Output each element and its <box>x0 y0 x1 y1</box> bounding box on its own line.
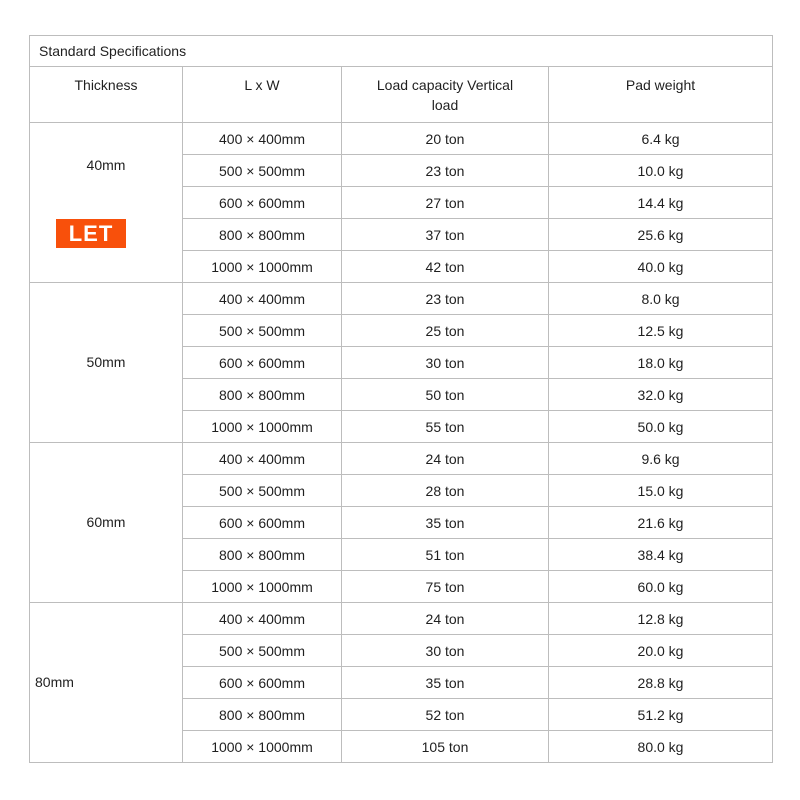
weight-cell: 38.4 kg <box>549 539 773 571</box>
load-cell: 20 ton <box>342 123 549 155</box>
size-cell: 600 × 600mm <box>183 507 342 539</box>
thickness-label: 40mm <box>86 157 126 173</box>
load-cell: 25 ton <box>342 315 549 347</box>
weight-cell: 21.6 kg <box>549 507 773 539</box>
size-cell: 800 × 800mm <box>183 539 342 571</box>
load-cell: 28 ton <box>342 475 549 507</box>
size-cell: 800 × 800mm <box>183 219 342 251</box>
load-capacity-header-text: Load capacity Vertical load <box>376 77 514 113</box>
load-cell: 42 ton <box>342 251 549 283</box>
weight-cell: 10.0 kg <box>549 155 773 187</box>
size-cell: 500 × 500mm <box>183 155 342 187</box>
size-cell: 800 × 800mm <box>183 379 342 411</box>
load-cell: 24 ton <box>342 603 549 635</box>
table-row <box>30 443 773 475</box>
size-cell: 1000 × 1000mm <box>183 251 342 283</box>
weight-cell: 50.0 kg <box>549 411 773 443</box>
size-cell: 800 × 800mm <box>183 699 342 731</box>
table-row <box>30 123 773 155</box>
weight-cell: 15.0 kg <box>549 475 773 507</box>
load-cell: 105 ton <box>342 731 549 763</box>
load-cell: 35 ton <box>342 667 549 699</box>
weight-cell: 8.0 kg <box>549 283 773 315</box>
size-cell: 400 × 400mm <box>183 443 342 475</box>
let-logo-text: LET <box>68 221 114 246</box>
load-cell: 24 ton <box>342 443 549 475</box>
size-cell: 400 × 400mm <box>183 603 342 635</box>
size-cell: 600 × 600mm <box>183 347 342 379</box>
load-cell: 55 ton <box>342 411 549 443</box>
weight-cell: 60.0 kg <box>549 571 773 603</box>
size-cell: 500 × 500mm <box>183 475 342 507</box>
weight-cell: 40.0 kg <box>549 251 773 283</box>
size-cell: 600 × 600mm <box>183 187 342 219</box>
weight-cell: 14.4 kg <box>549 187 773 219</box>
load-cell: 30 ton <box>342 347 549 379</box>
col-header-thickness: Thickness <box>30 67 183 123</box>
load-cell: 27 ton <box>342 187 549 219</box>
weight-cell: 51.2 kg <box>549 699 773 731</box>
weight-cell: 80.0 kg <box>549 731 773 763</box>
size-cell: 400 × 400mm <box>183 123 342 155</box>
thickness-label: 50mm <box>86 354 126 370</box>
weight-cell: 12.5 kg <box>549 315 773 347</box>
size-cell: 500 × 500mm <box>183 315 342 347</box>
col-header-lxw: L x W <box>183 67 342 123</box>
load-cell: 51 ton <box>342 539 549 571</box>
table-title: Standard Specifications <box>30 36 773 67</box>
table-title-row <box>30 36 773 67</box>
thickness-cell-60mm <box>30 443 183 603</box>
load-cell: 30 ton <box>342 635 549 667</box>
thickness-cell-40mm <box>30 123 183 283</box>
spec-table <box>29 35 773 763</box>
load-cell: 35 ton <box>342 507 549 539</box>
thickness-label: 60mm <box>86 514 126 530</box>
weight-cell: 20.0 kg <box>549 635 773 667</box>
weight-cell: 12.8 kg <box>549 603 773 635</box>
table-header-row <box>30 67 773 123</box>
thickness-cell-80mm <box>30 603 183 763</box>
load-cell: 52 ton <box>342 699 549 731</box>
thickness-label: 80mm <box>35 674 74 690</box>
size-cell: 400 × 400mm <box>183 283 342 315</box>
thickness-cell-50mm <box>30 283 183 443</box>
load-cell: 23 ton <box>342 283 549 315</box>
weight-cell: 18.0 kg <box>549 347 773 379</box>
size-cell: 500 × 500mm <box>183 635 342 667</box>
weight-cell: 25.6 kg <box>549 219 773 251</box>
weight-cell: 32.0 kg <box>549 379 773 411</box>
size-cell: 1000 × 1000mm <box>183 411 342 443</box>
col-header-load-capacity <box>342 67 549 123</box>
load-cell: 75 ton <box>342 571 549 603</box>
load-cell: 23 ton <box>342 155 549 187</box>
table-row <box>30 603 773 635</box>
load-cell: 37 ton <box>342 219 549 251</box>
size-cell: 1000 × 1000mm <box>183 731 342 763</box>
table-row <box>30 283 773 315</box>
weight-cell: 6.4 kg <box>549 123 773 155</box>
size-cell: 1000 × 1000mm <box>183 571 342 603</box>
col-header-pad-weight: Pad weight <box>549 67 773 123</box>
load-cell: 50 ton <box>342 379 549 411</box>
let-logo <box>56 219 126 248</box>
weight-cell: 9.6 kg <box>549 443 773 475</box>
weight-cell: 28.8 kg <box>549 667 773 699</box>
size-cell: 600 × 600mm <box>183 667 342 699</box>
